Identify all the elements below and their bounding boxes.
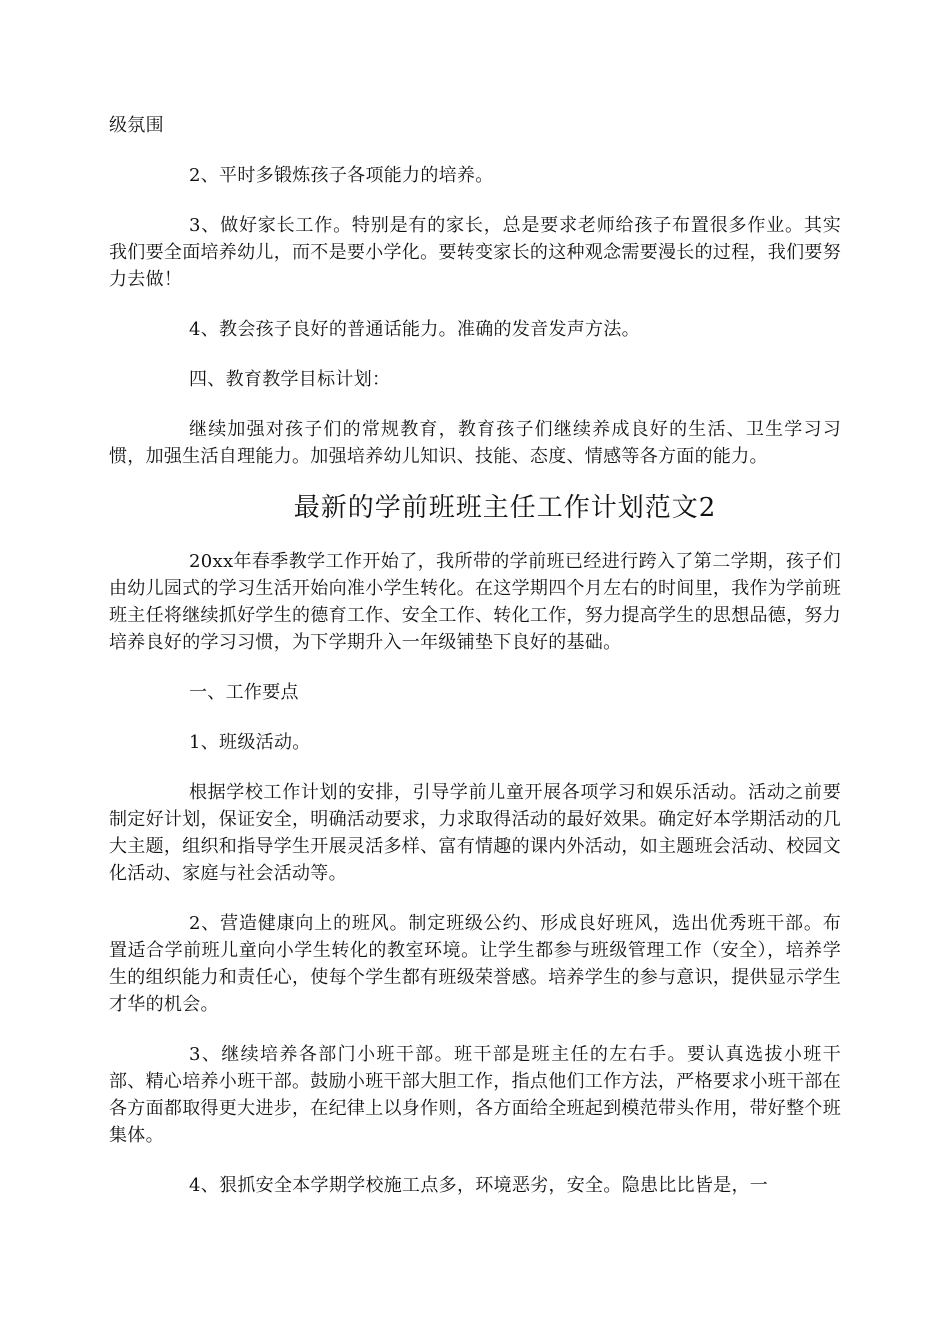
- paragraph-safety: 4、狠抓安全本学期学校施工点多，环境恶劣，安全。隐患比比皆是，一: [189, 1175, 769, 1196]
- section-title: 最新的学前班班主任工作计划范文2: [293, 493, 717, 523]
- paragraph-heading-4: 四、教育教学目标计划：: [189, 369, 391, 390]
- paragraph-item-3: 3、做好家长工作。特别是有的家长，总是要求老师给孩子布置很多作业。其实我们要全面培养幼儿，而不是要小学化。要转变家长的这种观念需要漫长的过程，我们要努力去做！: [109, 215, 841, 290]
- paragraph-continuation: 级氛围: [109, 115, 164, 136]
- paragraph-intro: 20xx年春季教学工作开始了，我所带的学前班已经进行跨入了第二学期，孩子们由幼儿园式的学习生活开始向准小学生转化。在这学期四个月左右的时间里，我作为学前班班主任将继续抓好学生的德育工作、安全工作、转化工作，努力提高学生的思想品德，努力培养良好的学习习惯，为下学期升入一年级铺垫下良好的基础。: [109, 551, 841, 653]
- paragraph-item-2: 2、平时多锻炼孩子各项能力的培养。: [189, 165, 494, 186]
- paragraph-item-4: 4、教会孩子良好的普通话能力。准确的发音发声方法。: [189, 319, 640, 340]
- paragraph-class-activity: 1、班级活动。: [189, 732, 311, 753]
- paragraph-goals: 继续加强对孩子们的常规教育，教育孩子们继续养成良好的生活、卫生学习习惯，加强生活自理能力。加强培养幼儿知识、技能、态度、情感等各方面的能力。: [109, 419, 841, 467]
- paragraph-heading-1: 一、工作要点: [189, 682, 299, 703]
- paragraph-class-leaders: 3、继续培养各部门小班干部。班干部是班主任的左右手。要认真选拔小班干部、精心培养小班干部。鼓励小班干部大胆工作，指点他们工作方法，严格要求小班干部在各方面都取得更大进步，在纪律上以身作则，各方面给全班起到模范带头作用，带好整个班集体。: [109, 1044, 841, 1146]
- paragraph-activity-plan: 根据学校工作计划的安排，引导学前儿童开展各项学习和娱乐活动。活动之前要制定好计划，保证安全，明确活动要求，力求取得活动的最好效果。确定好本学期活动的几大主题，组织和指导学生开展灵活多样、富有情趣的课内外活动，如主题班会活动、校园文化活动、家庭与社会活动等。: [109, 782, 841, 884]
- paragraph-class-spirit: 2、营造健康向上的班风。制定班级公约、形成良好班风，选出优秀班干部。布置适合学前班儿童向小学生转化的教室环境。让学生都参与班级管理工作（安全），培养学生的组织能力和责任心，使每个学生都有班级荣誉感。培养学生的参与意识，提供显示学生才华的机会。: [109, 913, 841, 1015]
- document-page: [109, 112, 841, 1199]
